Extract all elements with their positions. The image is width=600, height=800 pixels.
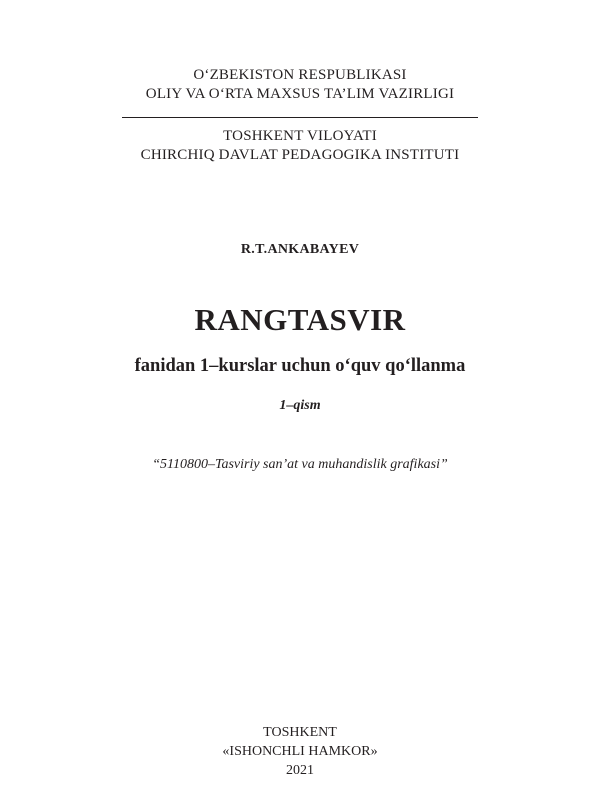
book-subtitle: fanidan 1–kurslar uchun o‘quv qo‘llanma: [134, 356, 466, 376]
imprint-year: 2021: [286, 763, 314, 778]
part-number: 1–qism: [279, 398, 321, 413]
book-title: RANGTASVIR: [194, 302, 406, 337]
imprint-publisher: «ISHONCHLI HAMKOR»: [222, 744, 378, 759]
institute-name: CHIRCHIQ DAVLAT PEDAGOGIKA INSTITUTI: [140, 147, 460, 163]
imprint-city: TOSHKENT: [263, 725, 337, 740]
ministry-name: OLIY VA O‘RTA MAXSUS TA’LIM VAZIRLIGI: [145, 86, 455, 102]
header-divider: [122, 117, 478, 118]
author-name: R.T.ANKABAYEV: [240, 242, 360, 257]
ministry-country: O‘ZBEKISTON RESPUBLIKASI: [193, 67, 407, 83]
institute-region: TOSHKENT VILOYATI: [223, 128, 377, 144]
specialty-code: “5110800–Tasviriy san’at va muhandislik grafikasi”: [152, 457, 448, 472]
